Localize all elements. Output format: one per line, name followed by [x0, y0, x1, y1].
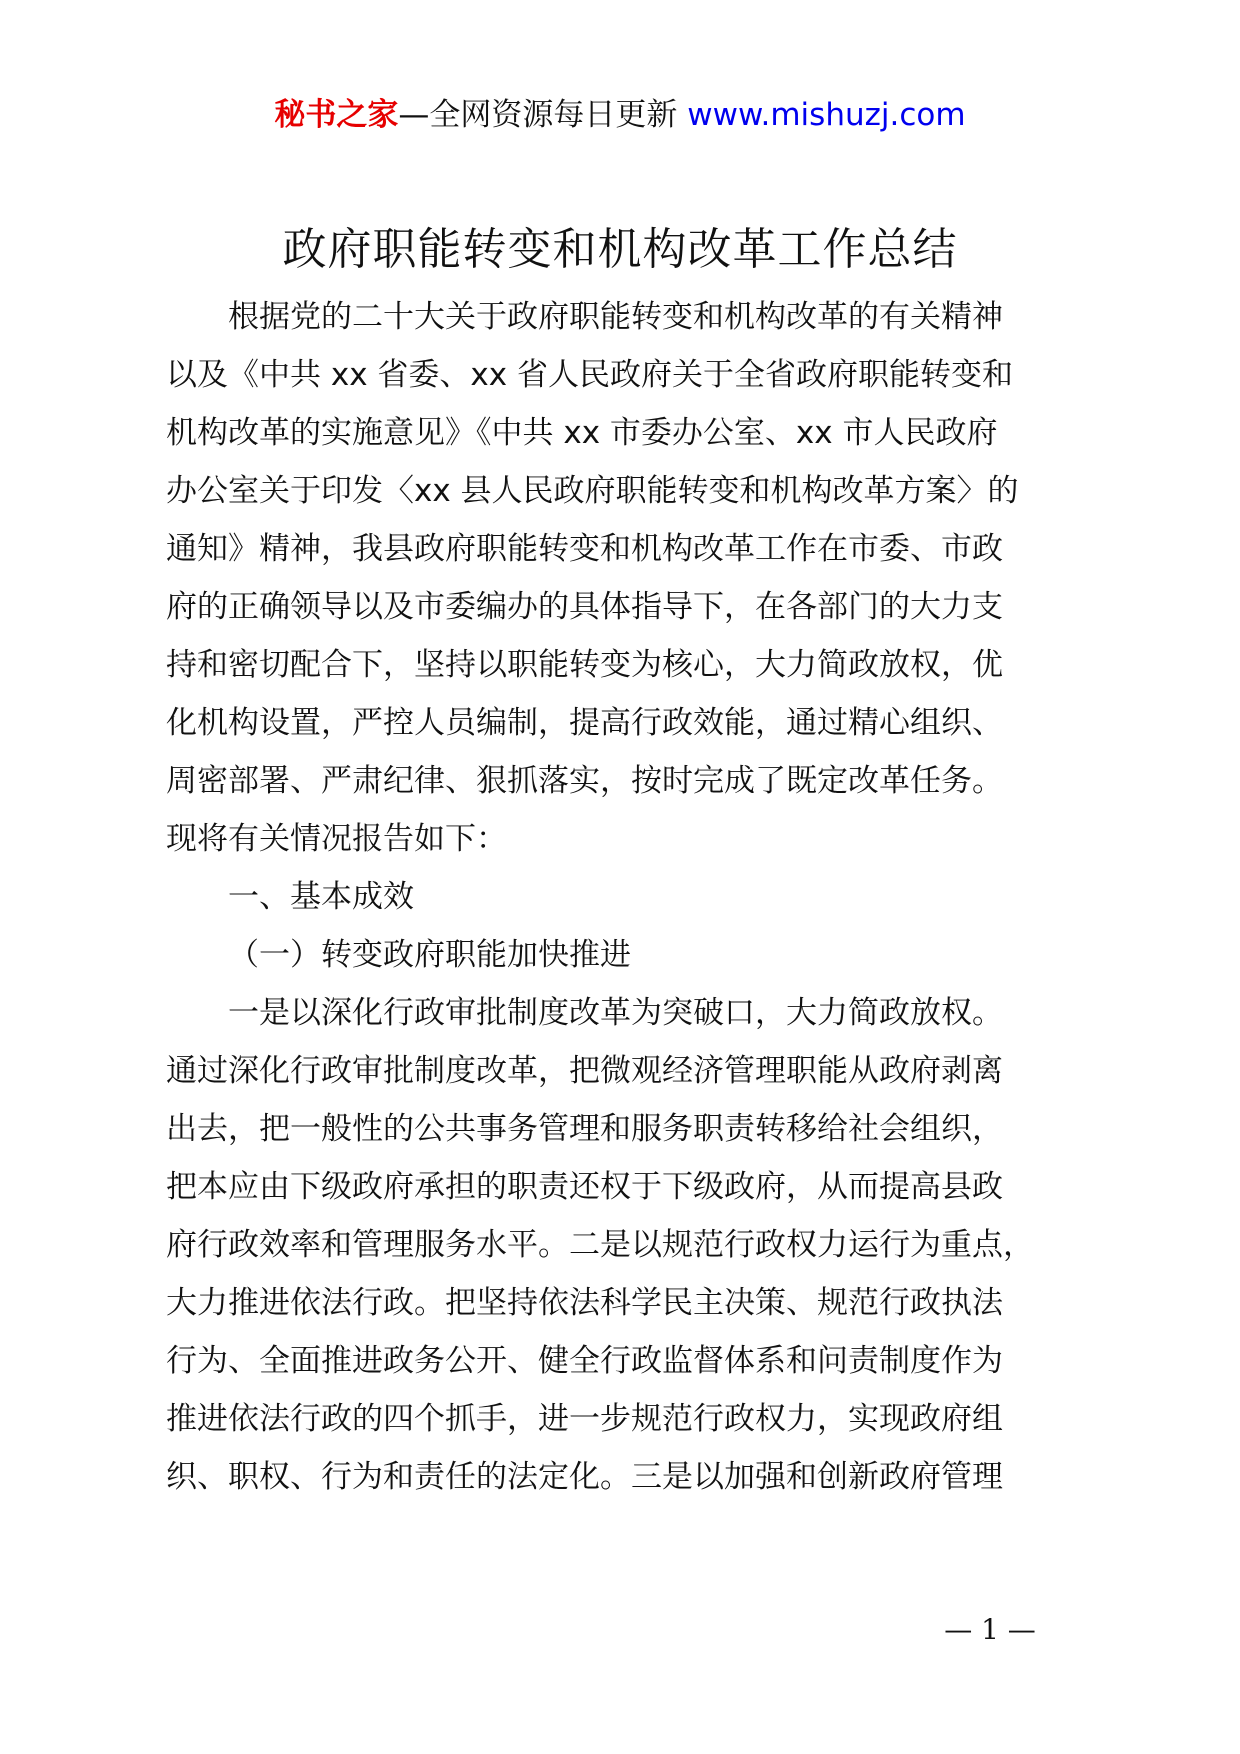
paragraph-line: 通过深化行政审批制度改革，把微观经济管理职能从政府剥离 — [166, 1053, 1003, 1089]
page-number: — 1 — — [944, 1613, 1036, 1646]
paragraph-line: 现将有关情况报告如下： — [166, 821, 507, 857]
paragraph-line: 根据党的二十大关于政府职能转变和机构改革的有关精神 — [228, 299, 1003, 335]
paragraph-line: 持和密切配合下，坚持以职能转变为核心，大力简政放权，优 — [166, 647, 1003, 683]
paragraph-line: 办公室关于印发〈xx 县人民政府职能转变和机构改革方案〉的 — [166, 473, 1019, 509]
paragraph-line: 以及《中共 xx 省委、xx 省人民政府关于全省政府职能转变和 — [166, 357, 1013, 393]
paragraph-line: 出去，把一般性的公共事务管理和服务职责转移给社会组织， — [166, 1111, 1003, 1147]
paragraph-line: 行为、全面推进政务公开、健全行政监督体系和问责制度作为 — [166, 1343, 1003, 1379]
document-body — [166, 288, 1086, 1506]
paragraph-line: 把本应由下级政府承担的职责还权于下级政府，从而提高县政 — [166, 1169, 1003, 1205]
document-title: 政府职能转变和机构改革工作总结 — [282, 224, 958, 275]
brand-name: 秘书之家 — [274, 97, 399, 133]
site-banner — [0, 95, 1240, 135]
paragraph-line: 府行政效率和管理服务水平。二是以规范行政权力运行为重点， — [166, 1227, 1034, 1263]
paragraph-line: 周密部署、严肃纪律、狠抓落实，按时完成了既定改革任务。 — [166, 763, 1003, 799]
paragraph-line: 大力推进依法行政。把坚持依法科学民主决策、规范行政执法 — [166, 1285, 1003, 1321]
paragraph-line: 机构改革的实施意见》《中共 xx 市委办公室、xx 市人民政府 — [166, 415, 998, 451]
paragraph-line: 化机构设置，严控人员编制，提高行政效能，通过精心组织、 — [166, 705, 1003, 741]
subsection-heading: （一）转变政府职能加快推进 — [228, 937, 631, 973]
paragraph-line: 织、职权、行为和责任的法定化。三是以加强和创新政府管理 — [166, 1459, 1003, 1495]
paragraph-line: 通知》精神，我县政府职能转变和机构改革工作在市委、市政 — [166, 531, 1003, 567]
paragraph-line: 一是以深化行政审批制度改革为突破口，大力简政放权。 — [228, 995, 1003, 1031]
section-heading: 一、基本成效 — [228, 879, 414, 915]
site-url-link[interactable]: www.mishuzj.com — [687, 97, 966, 133]
paragraph-line: 推进依法行政的四个抓手，进一步规范行政权力，实现政府组 — [166, 1401, 1003, 1437]
banner-tagline: —全网资源每日更新 — [398, 97, 678, 133]
paragraph-line: 府的正确领导以及市委编办的具体指导下，在各部门的大力支 — [166, 589, 1003, 625]
